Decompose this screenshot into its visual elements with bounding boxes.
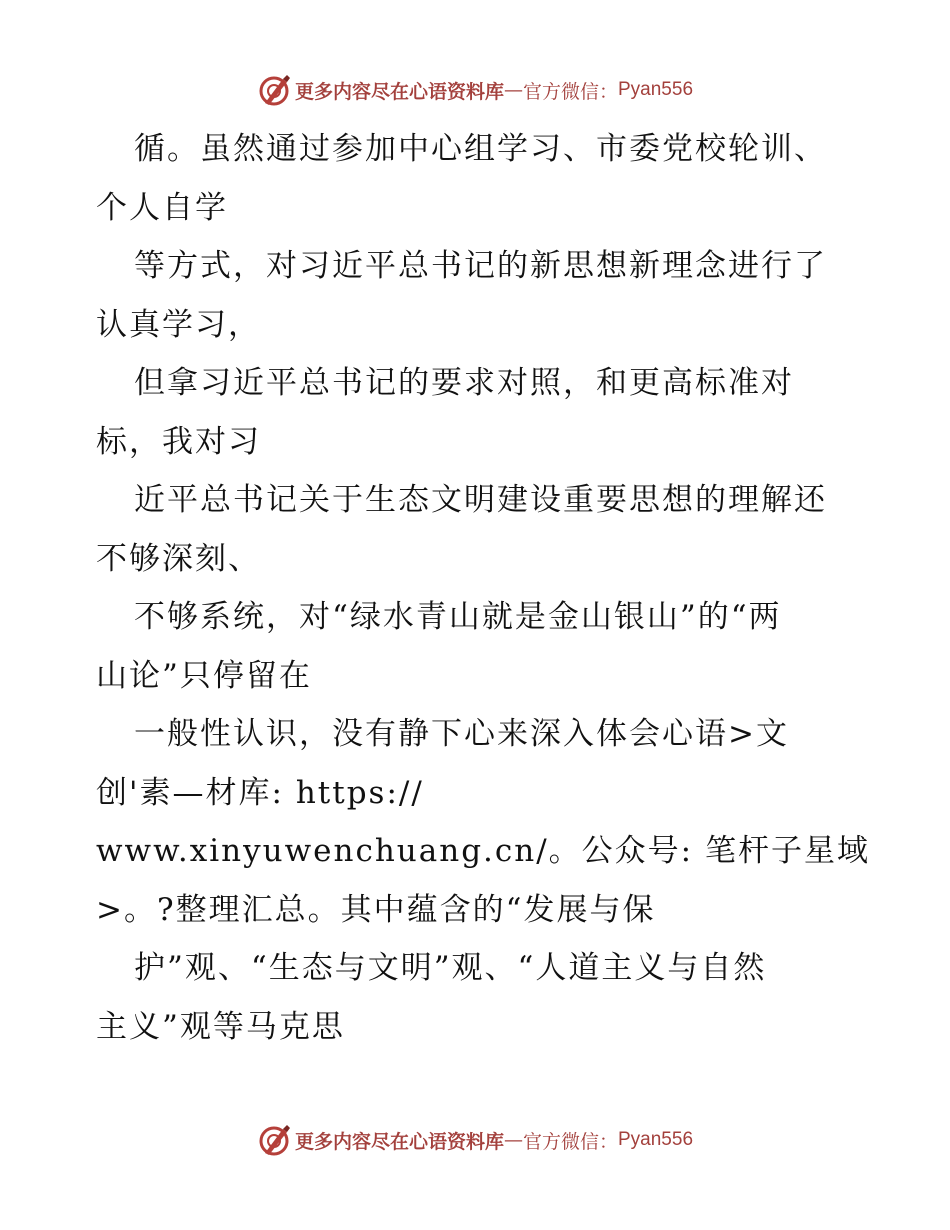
text-line: 标，我对习 xyxy=(96,423,261,460)
footer-site-text: 更多内容尽在心语资料库 xyxy=(294,1130,504,1153)
document-body xyxy=(96,120,876,1056)
text-line: 不够深刻、 xyxy=(96,540,261,577)
text-line: 近平总书记关于生态文明建设重要思想的理解还 xyxy=(134,482,827,518)
header-wechat-id: Pyan556 xyxy=(618,79,694,100)
pen-logo-icon xyxy=(257,1123,291,1157)
header-site-text: 更多内容尽在心语资料库 xyxy=(294,80,504,103)
footer-wechat-id: Pyan556 xyxy=(618,1129,694,1150)
text-line: 不够系统，对“绿水青山就是金山银山”的“两 xyxy=(134,599,782,635)
text-line: 一般性认识，没有静下心来深入体会心语>文 xyxy=(134,716,789,752)
text-line: 主义”观等马克思 xyxy=(96,1008,345,1045)
footer-contact-label: 官方微信： xyxy=(522,1130,618,1153)
text-line: 但拿习近平总书记的要求对照，和更高标准对 xyxy=(134,365,794,401)
text-line: 创'素—材库: https:// xyxy=(96,774,424,811)
text-line: 护”观、“生态与文明”观、“人道主义与自然 xyxy=(134,950,767,986)
text-line: 山论”只停留在 xyxy=(96,657,312,694)
footer-dash: — xyxy=(503,1129,523,1151)
text-line: www.xinyuwenchuang.cn/。公众号: 笔杆子星域 xyxy=(96,833,870,869)
text-line: 等方式，对习近平总书记的新思想新理念进行了 xyxy=(134,248,827,284)
header-dash: — xyxy=(503,79,523,101)
text-line: 循。虽然通过参加中心组学习、市委党校轮训、 xyxy=(134,131,827,167)
pen-logo-icon xyxy=(257,73,291,107)
text-line: 个人自学 xyxy=(96,189,228,226)
header-contact-label: 官方微信： xyxy=(522,80,618,103)
text-line: 认真学习， xyxy=(96,306,261,343)
text-line: >。?整理汇总。其中蕴含的“发展与保 xyxy=(96,891,656,928)
header-watermark xyxy=(0,70,950,110)
footer-watermark xyxy=(0,1120,950,1160)
